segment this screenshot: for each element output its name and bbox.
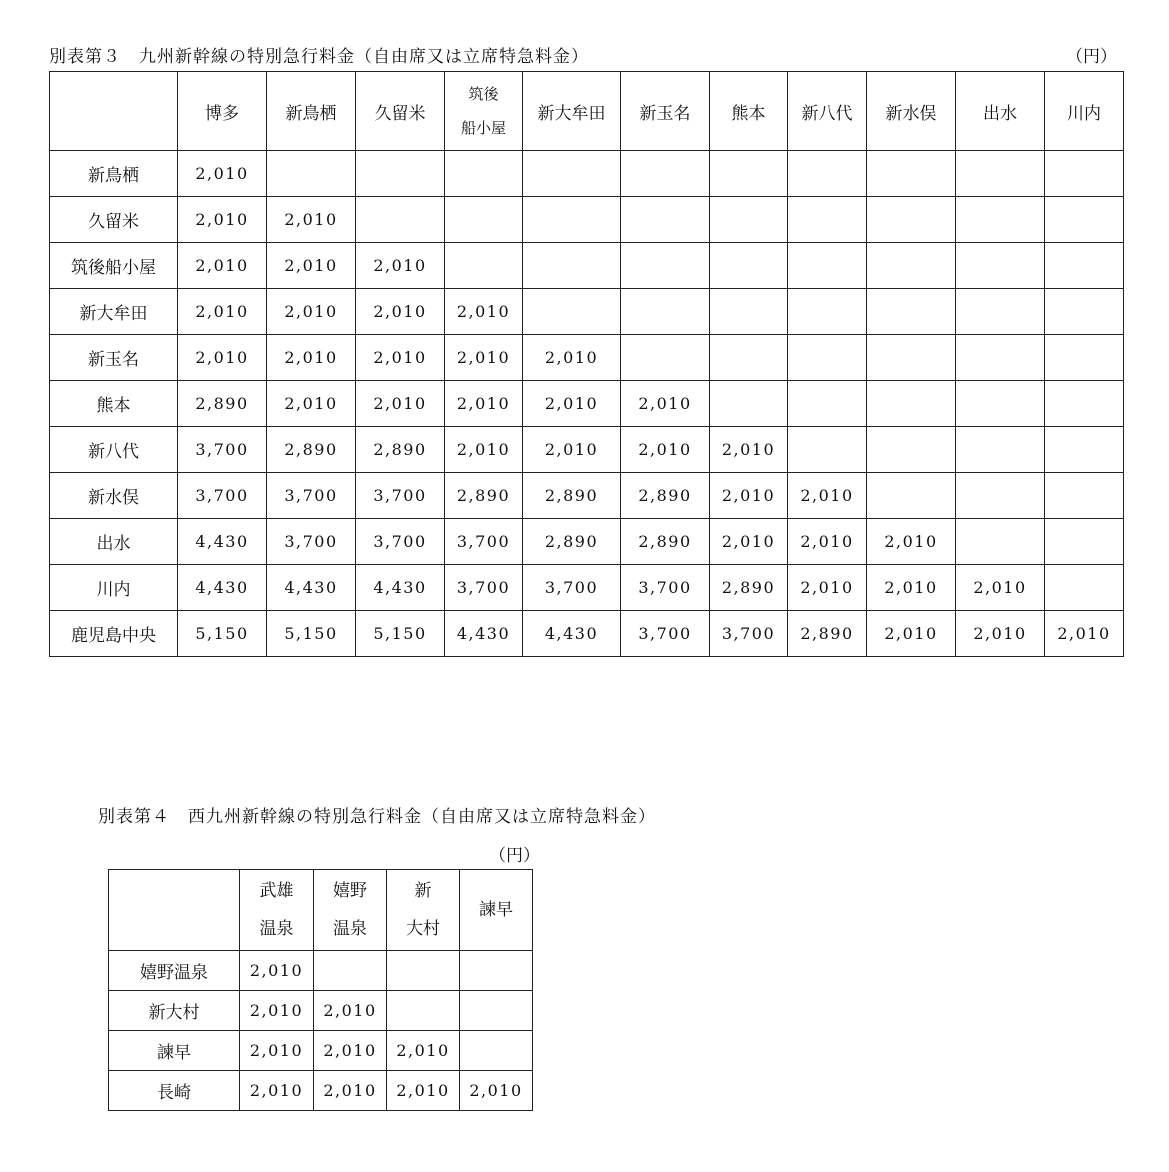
- column-header-line: 新大牟田: [537, 103, 606, 124]
- empty-cell: [387, 991, 460, 1031]
- column-header: [356, 72, 445, 151]
- column-header: [1045, 72, 1124, 151]
- column-header-line: 新水俣: [885, 103, 937, 124]
- empty-cell: [523, 151, 621, 197]
- fare-cell: 2,010: [356, 289, 445, 335]
- fare-cell: 3,700: [621, 611, 710, 657]
- fare-cell: 3,700: [621, 565, 710, 611]
- empty-cell: [956, 151, 1045, 197]
- table3-header-row: [50, 72, 1124, 151]
- empty-cell: [1045, 335, 1124, 381]
- column-header: [178, 72, 267, 151]
- column-header: [710, 72, 788, 151]
- row-label: 新水俣: [50, 473, 178, 519]
- fare-cell: 2,890: [621, 519, 710, 565]
- column-header-line: 温泉: [259, 919, 294, 939]
- fare-cell: 3,700: [445, 519, 523, 565]
- column-header: [867, 72, 956, 151]
- empty-cell: [1045, 519, 1124, 565]
- fare-cell: 2,010: [788, 519, 867, 565]
- table-row: [50, 427, 1124, 473]
- fare-cell: 3,700: [178, 473, 267, 519]
- empty-cell: [523, 243, 621, 289]
- column-header-line: 武雄: [259, 881, 294, 901]
- row-label: 新大牟田: [50, 289, 178, 335]
- fare-cell: 2,010: [178, 151, 267, 197]
- column-header: [267, 72, 356, 151]
- fare-cell: 2,890: [267, 427, 356, 473]
- empty-cell: [1045, 151, 1124, 197]
- row-label: 出水: [50, 519, 178, 565]
- empty-cell: [1045, 381, 1124, 427]
- fare-cell: 2,010: [523, 335, 621, 381]
- fare-cell: 4,430: [178, 565, 267, 611]
- row-label: 筑後船小屋: [50, 243, 178, 289]
- table-row: [50, 473, 1124, 519]
- fare-cell: 3,700: [178, 427, 267, 473]
- table4-caption: 別表第４ 西九州新幹線の特別急行料金（自由席又は立席特急料金）: [98, 807, 656, 827]
- fare-cell: 2,010: [178, 335, 267, 381]
- fare-cell: 2,010: [240, 951, 314, 991]
- fare-cell: 2,010: [314, 1031, 387, 1071]
- empty-cell: [867, 427, 956, 473]
- column-header: [788, 72, 867, 151]
- fare-cell: 2,010: [523, 381, 621, 427]
- fare-cell: 3,700: [523, 565, 621, 611]
- table4-header-row: [109, 870, 533, 951]
- row-label: 熊本: [50, 381, 178, 427]
- fare-cell: 2,010: [267, 335, 356, 381]
- fare-cell: 2,010: [267, 381, 356, 427]
- fare-cell: 2,010: [314, 1071, 387, 1111]
- row-label: 新玉名: [50, 335, 178, 381]
- column-header-line: 諫早: [479, 900, 513, 920]
- empty-cell: [788, 427, 867, 473]
- empty-cell: [710, 289, 788, 335]
- fare-cell: 2,010: [267, 289, 356, 335]
- fare-cell: 2,010: [1045, 611, 1124, 657]
- column-header-line: 博多: [205, 103, 239, 124]
- empty-cell: [788, 151, 867, 197]
- empty-cell: [867, 151, 956, 197]
- column-header-line: 筑後: [468, 85, 499, 103]
- fare-cell: 2,010: [267, 243, 356, 289]
- row-label: 新大村: [109, 991, 240, 1031]
- empty-cell: [460, 991, 533, 1031]
- table-row: [109, 1071, 533, 1111]
- table-row: [50, 565, 1124, 611]
- row-label: 川内: [50, 565, 178, 611]
- empty-cell: [710, 151, 788, 197]
- empty-cell: [956, 335, 1045, 381]
- empty-cell: [1045, 197, 1124, 243]
- fare-cell: 4,430: [178, 519, 267, 565]
- fare-cell: 2,010: [240, 1031, 314, 1071]
- column-header-line: 嬉野: [333, 881, 367, 901]
- empty-cell: [788, 197, 867, 243]
- corner-cell: [109, 870, 240, 951]
- table-row: [50, 381, 1124, 427]
- empty-cell: [356, 151, 445, 197]
- column-header: [314, 870, 387, 951]
- empty-cell: [788, 289, 867, 335]
- fare-cell: 3,700: [267, 519, 356, 565]
- fare-cell: 2,010: [240, 1071, 314, 1111]
- column-header-line: 出水: [983, 103, 1017, 124]
- empty-cell: [710, 335, 788, 381]
- table-row: [50, 289, 1124, 335]
- empty-cell: [788, 243, 867, 289]
- empty-cell: [1045, 427, 1124, 473]
- corner-cell: [50, 72, 178, 151]
- table-row: [50, 611, 1124, 657]
- fare-cell: 2,010: [178, 289, 267, 335]
- row-label: 新八代: [50, 427, 178, 473]
- row-label: 諫早: [109, 1031, 240, 1071]
- empty-cell: [867, 473, 956, 519]
- fare-cell: 2,890: [356, 427, 445, 473]
- table-row: [50, 197, 1124, 243]
- fare-cell: 2,010: [356, 381, 445, 427]
- fare-cell: 3,700: [445, 565, 523, 611]
- fare-cell: 2,010: [356, 335, 445, 381]
- fare-cell: 2,890: [788, 611, 867, 657]
- empty-cell: [445, 151, 523, 197]
- fare-cell: 4,430: [267, 565, 356, 611]
- empty-cell: [314, 951, 387, 991]
- column-header-line: 川内: [1067, 103, 1101, 124]
- empty-cell: [523, 289, 621, 335]
- fare-cell: 2,890: [445, 473, 523, 519]
- fare-cell: 2,010: [710, 519, 788, 565]
- row-label: 鹿児島中央: [50, 611, 178, 657]
- column-header-line: 新玉名: [639, 103, 691, 124]
- empty-cell: [956, 519, 1045, 565]
- column-header-line: 船小屋: [460, 119, 506, 137]
- fare-cell: 2,010: [387, 1031, 460, 1071]
- nishi-kyushu-shinkansen-fare-table: [108, 869, 533, 1111]
- fare-cell: 2,010: [710, 427, 788, 473]
- empty-cell: [867, 243, 956, 289]
- empty-cell: [1045, 473, 1124, 519]
- fare-cell: 5,150: [267, 611, 356, 657]
- fare-cell: 2,010: [445, 381, 523, 427]
- table-row: [50, 151, 1124, 197]
- fare-cell: 2,010: [621, 427, 710, 473]
- empty-cell: [1045, 289, 1124, 335]
- table3-caption: 別表第３ 九州新幹線の特別急行料金（自由席又は立席特急料金）: [49, 47, 589, 67]
- fare-cell: 4,430: [523, 611, 621, 657]
- empty-cell: [523, 197, 621, 243]
- empty-cell: [445, 243, 523, 289]
- fare-cell: 2,890: [621, 473, 710, 519]
- empty-cell: [867, 289, 956, 335]
- table-row: [109, 1031, 533, 1071]
- empty-cell: [621, 335, 710, 381]
- fare-cell: 4,430: [445, 611, 523, 657]
- empty-cell: [445, 197, 523, 243]
- fare-cell: 2,010: [788, 473, 867, 519]
- fare-cell: 2,890: [178, 381, 267, 427]
- empty-cell: [956, 381, 1045, 427]
- fare-cell: 2,010: [460, 1071, 533, 1111]
- fare-cell: 2,010: [240, 991, 314, 1031]
- fare-cell: 2,010: [267, 197, 356, 243]
- fare-cell: 2,010: [788, 565, 867, 611]
- fare-cell: 2,010: [178, 197, 267, 243]
- fare-cell: 2,010: [523, 427, 621, 473]
- column-header: [523, 72, 621, 151]
- column-header: [956, 72, 1045, 151]
- empty-cell: [267, 151, 356, 197]
- column-header: [387, 870, 460, 951]
- empty-cell: [710, 243, 788, 289]
- column-header-line: 新: [414, 881, 432, 901]
- fare-cell: 4,430: [356, 565, 445, 611]
- fare-cell: 2,890: [710, 565, 788, 611]
- fare-cell: 2,010: [445, 335, 523, 381]
- fare-cell: 2,010: [356, 243, 445, 289]
- empty-cell: [621, 243, 710, 289]
- fare-cell: 2,010: [445, 427, 523, 473]
- fare-cell: 2,010: [178, 243, 267, 289]
- fare-cell: 2,010: [956, 565, 1045, 611]
- fare-cell: 2,890: [523, 519, 621, 565]
- kyushu-shinkansen-fare-table: [49, 71, 1124, 657]
- empty-cell: [356, 197, 445, 243]
- empty-cell: [1045, 243, 1124, 289]
- table-row: [109, 991, 533, 1031]
- table-row: [50, 335, 1124, 381]
- column-header: [240, 870, 314, 951]
- column-header-line: 久留米: [374, 103, 426, 124]
- empty-cell: [867, 335, 956, 381]
- empty-cell: [621, 197, 710, 243]
- table4-unit: （円）: [489, 846, 540, 866]
- empty-cell: [956, 197, 1045, 243]
- empty-cell: [710, 197, 788, 243]
- fare-cell: 3,700: [356, 519, 445, 565]
- empty-cell: [788, 335, 867, 381]
- empty-cell: [460, 951, 533, 991]
- row-label: 嬉野温泉: [109, 951, 240, 991]
- fare-cell: 2,010: [314, 991, 387, 1031]
- column-header: [445, 72, 523, 151]
- table-row: [50, 243, 1124, 289]
- fare-cell: 3,700: [267, 473, 356, 519]
- fare-cell: 5,150: [178, 611, 267, 657]
- column-header: [460, 870, 533, 951]
- empty-cell: [621, 151, 710, 197]
- fare-cell: 2,010: [956, 611, 1045, 657]
- column-header-line: 熊本: [731, 103, 766, 124]
- column-header-line: 大村: [406, 919, 440, 939]
- row-label: 新鳥栖: [50, 151, 178, 197]
- fare-cell: 2,010: [621, 381, 710, 427]
- row-label: 長崎: [109, 1071, 240, 1111]
- empty-cell: [956, 473, 1045, 519]
- table3-unit: （円）: [1066, 47, 1117, 67]
- empty-cell: [1045, 565, 1124, 611]
- fare-cell: 2,010: [867, 519, 956, 565]
- fare-cell: 2,010: [710, 473, 788, 519]
- row-label: 久留米: [50, 197, 178, 243]
- empty-cell: [460, 1031, 533, 1071]
- empty-cell: [867, 197, 956, 243]
- fare-cell: 3,700: [710, 611, 788, 657]
- column-header: [621, 72, 710, 151]
- fare-cell: 2,890: [523, 473, 621, 519]
- fare-cell: 2,010: [445, 289, 523, 335]
- fare-cell: 5,150: [356, 611, 445, 657]
- empty-cell: [387, 951, 460, 991]
- empty-cell: [956, 427, 1045, 473]
- empty-cell: [867, 381, 956, 427]
- empty-cell: [956, 289, 1045, 335]
- table-row: [109, 951, 533, 991]
- column-header-line: 温泉: [333, 919, 367, 939]
- fare-cell: 2,010: [387, 1071, 460, 1111]
- empty-cell: [710, 381, 788, 427]
- fare-cell: 3,700: [356, 473, 445, 519]
- column-header-line: 新鳥栖: [285, 103, 337, 124]
- fare-cell: 2,010: [867, 611, 956, 657]
- empty-cell: [621, 289, 710, 335]
- fare-cell: 2,010: [867, 565, 956, 611]
- table-row: [50, 519, 1124, 565]
- empty-cell: [788, 381, 867, 427]
- column-header-line: 新八代: [801, 103, 853, 124]
- empty-cell: [956, 243, 1045, 289]
